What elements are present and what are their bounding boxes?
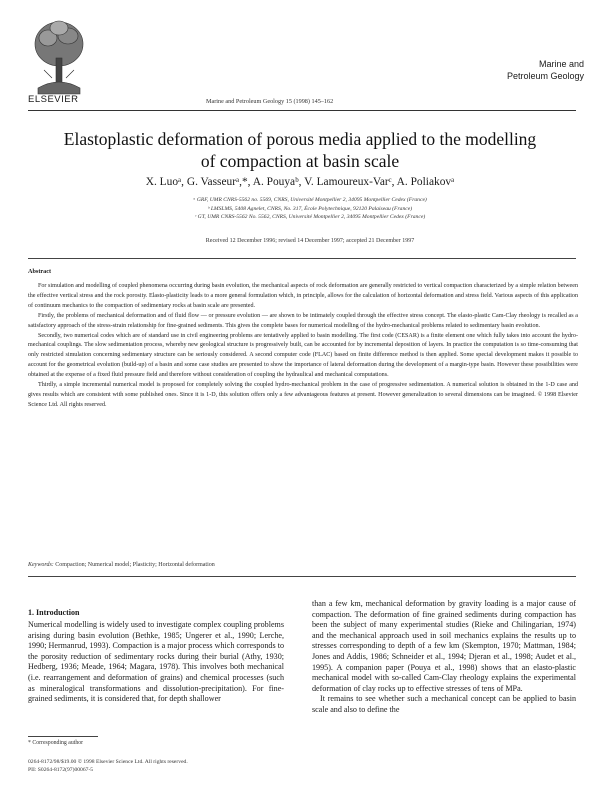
keywords: [28, 562, 568, 568]
intro-paragraph-2: It remains to see whether such a mechanical concept can be applied to basin scale and also to define the: [312, 694, 576, 714]
journal-reference: Marine and Petroleum Geology 15 (1998) 145–162: [206, 98, 334, 105]
journal-name-line-2: Petroleum Geology: [506, 71, 584, 81]
received-dates: Received 12 December 1996; revised 14 December 1997; accepted 21 December 1997: [205, 238, 415, 244]
intro-paragraph-1: Numerical modelling is widely used to investigate complex coupling problems arising during basin evolution (Bethke, 1985; Ungerer et al., 1990; Lerche, 1990; Hermanrud, 1993). Compaction is a major process which corresponds to the porosity reduction of sedimentary rocks during their burial (Athy, 1930; Hedberg, 1936; Meade, 1964; Magara, 1978). This involves both mechanical (i.e. rearrangement and deformation of grains) and chemical processes (such as mineralogical transformations and dissolution-precipitation). For fine-grained sediments, it is considered that, for depth shallower: [28, 620, 284, 704]
journal-name-line-1: Marine and: [538, 59, 584, 69]
abstract-body: [28, 282, 578, 411]
elsevier-tree-logo: [30, 14, 88, 100]
abstract-paragraph-1: For simulation and modelling of coupled phenomena occurring during basin evolution, the mechanical aspects of rock deformation are generally restricted to vertical compaction characterized by a simple relation between the effective vertical stress and the rock porosity. Elasto-plasticity leads to a more general formulation which, in principle, allows for the calculation of horizontal deformation and stress field. Various aspects of this application of continuum mechanics to the compaction of sedimentary rocks at basin scale are presented.: [28, 283, 578, 309]
affiliation-c: ᶜ GT, UMR CNRS-5562 No. 5562, CNRS, Université Montpellier 2, 34095 Montpellier Cedex (France): [194, 214, 426, 221]
affiliations: [100, 196, 520, 222]
abstract-top-divider: [28, 258, 576, 259]
abstract-paragraph-2: Firstly, the problems of mechanical deformation and of fluid flow — or pressure evolution — are shown to be intimately coupled through the effective stress concept. The elasto-plastic Cam-Clay rheology is recalled as a satisfactory approach of the stress-strain relationship for fine-grained sediments. This gives the complete bases for numerical modelling of the hydro-mechanical problems related to sedimentary basin evolution.: [28, 312, 578, 329]
body-column-left: [28, 620, 284, 705]
body-column-right: [312, 599, 576, 716]
copyright-line-2: PII: S0264-8172(97)00067-5: [28, 767, 94, 773]
header-divider: [28, 110, 576, 111]
journal-name: [484, 58, 584, 82]
section-heading-introduction: 1. Introduction: [28, 608, 80, 617]
abstract-bottom-divider: [28, 576, 576, 577]
title-line-2: of compaction at basin scale: [200, 151, 400, 171]
abstract-paragraph-3: Secondly, two numerical codes which are of standard use in civil engineering problems are tentatively applied to basin modelling. The first code (CESAR) is a finite element one which fully takes into account the hydro-mechanical couplings. The slow sedimentation process, whereby new geological structure is progressively built, can be accounted for by incremental deposition of layers. In practice the computation is so time-consuming that only restricted simulation concerning sedimentary structure can be seriously considered. A second computer code (FLAC) based on finite difference method is then applied. Some special development makes it possible to account for the geometrical evolution (build-up) of a basin and some case studies are presented to show the importance of lateral deformation during the development of a margin-type basin. However these possibilities were obtained at the expense of a fixed fluid pressure field and therefore without consideration of coupling the hydraulical and mechanical computations.: [28, 332, 578, 379]
keywords-list: Compaction; Numerical model; Plasticity; Horizontal deformation: [55, 562, 215, 568]
title-line-1: Elastoplastic deformation of porous media applied to the modelling: [63, 129, 537, 149]
affiliation-a: ᵃ GRF, UMR CNRS-5562 no. 5569, CNRS, Université Montpellier 2, 34095 Montpellier Cedex (France): [193, 197, 427, 203]
copyright-line-1: 0264-8172/98/$19.00 © 1998 Elsevier Science Ltd. All rights reserved.: [28, 759, 188, 765]
publisher-name: ELSEVIER: [28, 94, 79, 105]
article-title: [40, 128, 560, 172]
corresponding-author-footnote: * Corresponding author: [28, 740, 84, 746]
author-list: X. Luoᵃ, G. Vasseurᵃ,*, A. Pouyaᵇ, V. Lamoureux-Varᶜ, A. Poliakovᵃ: [145, 176, 455, 188]
copyright-notice: [28, 758, 288, 774]
keywords-label: Keywords:: [28, 562, 54, 568]
footnote-divider: [28, 736, 98, 737]
abstract-heading: Abstract: [28, 268, 52, 275]
abstract-paragraph-4: Thirdly, a simple incremental numerical model is proposed for completely solving the coupled hydro-mechanical problem in the case of progressive sedimentation. A numerical solution is obtained in the 1-D case and gives results which are consistent with some published ones. Since it is 1-D, this solution offers only a few advantageous features at present. However generalization to several dimensions can be imagined. © 1998 Elsevier Science Ltd. All rights reserved.: [28, 382, 578, 408]
affiliation-b: ᵇ LMSLMS, 5408 Agnelet, CNRS, No. 317, École Polytechnique, 92120 Palaiseau (France): [207, 205, 413, 212]
intro-paragraph-continued: than a few km, mechanical deformation by gravity loading is a major cause of compaction. The deformation of fine grained sediments during compaction has been the subject of many experimental studies (Rieke and Chilingarian, 1974) and the mechanical approach used in soil mechanics explains the results up to stresses corresponding to depth of a few km (Skempton, 1970; Mattman, 1984; Jones and Addis, 1986; Schneider et al., 1994; Djeran et al., 1998; Audet et al., 1995). A companion paper (Pouya et al., 1998) shows that an elasto-plastic mechanical model with so-called Cam-Clay rheology explains the experimental deformation of clay rocks up to effective stresses of tens of MPa.: [312, 599, 576, 693]
